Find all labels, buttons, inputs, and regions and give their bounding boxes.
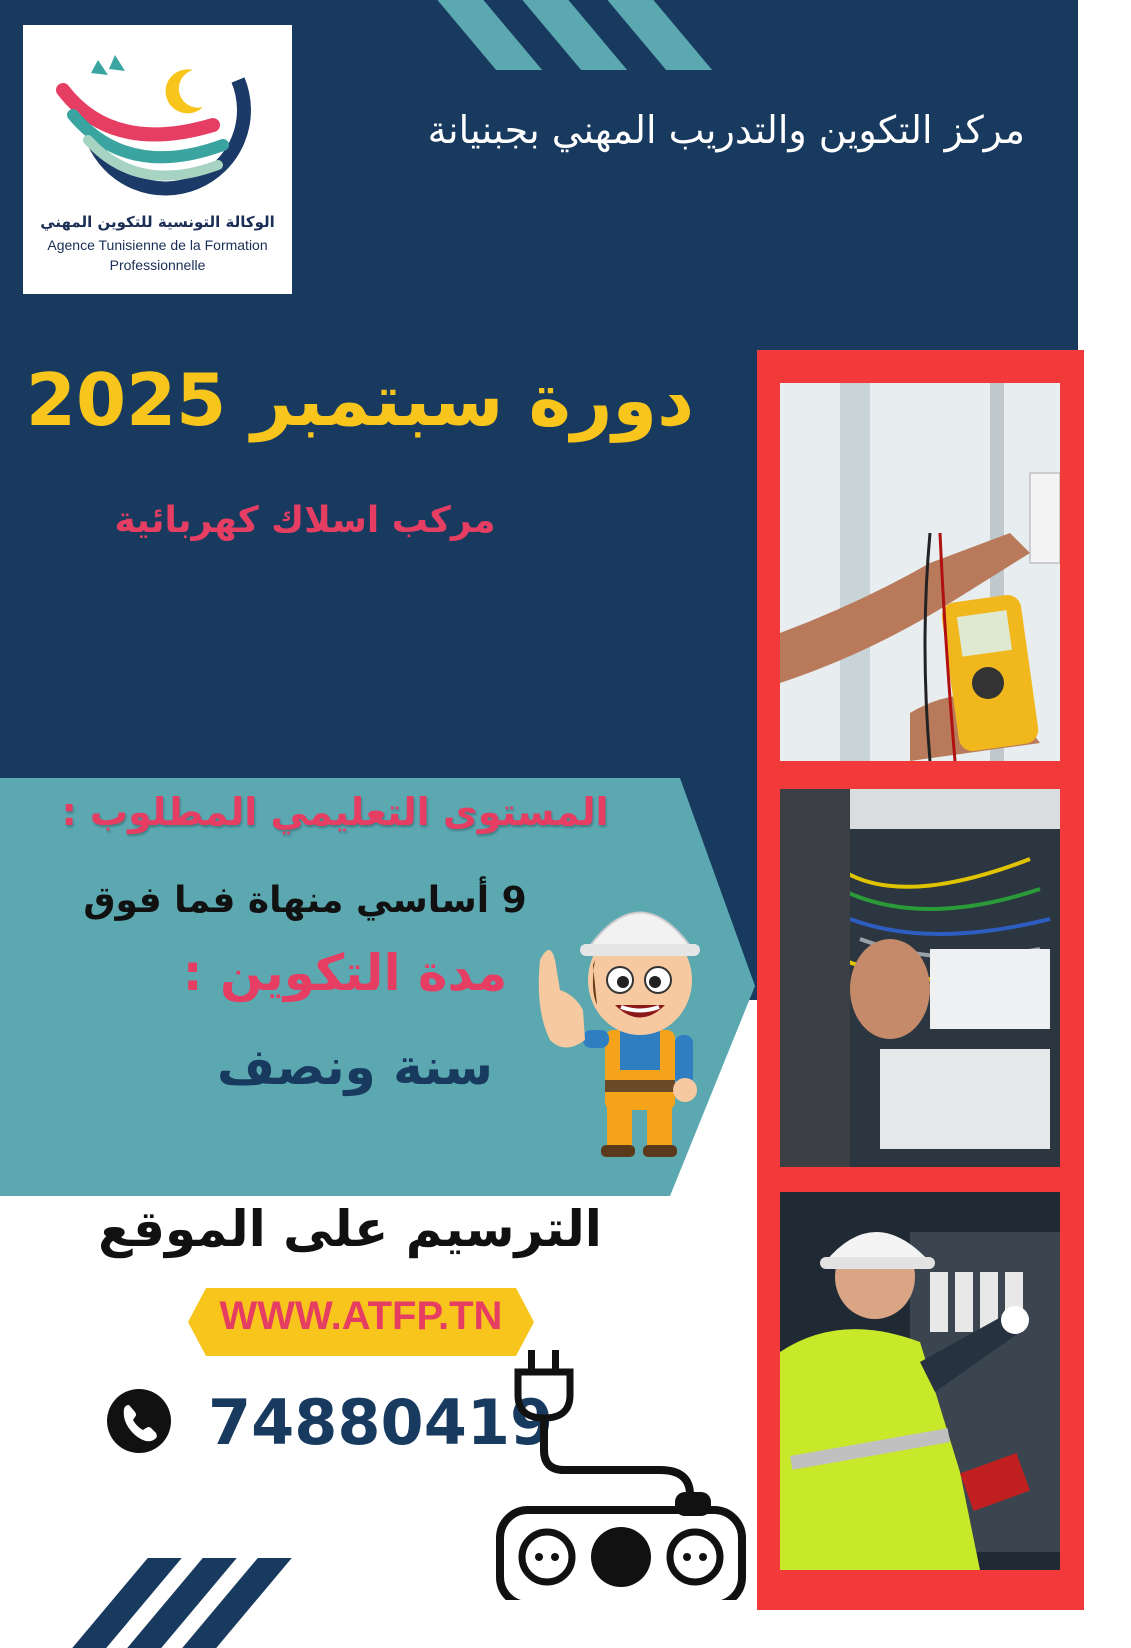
logo-french-name xyxy=(23,235,292,275)
education-level-label: المستوى التعليمي المطلوب : xyxy=(61,790,609,834)
phone-glyph xyxy=(107,1389,171,1453)
registration-label: الترسيم على الموقع xyxy=(98,1200,602,1258)
electrician-hardhat-photo xyxy=(780,1192,1060,1570)
training-duration-label: مدة التكوين : xyxy=(182,944,508,1002)
session-year: 2025 xyxy=(25,358,227,442)
atfp-logo xyxy=(23,25,292,294)
session-title xyxy=(20,358,700,442)
session-word: دورة سبتمبر xyxy=(251,358,695,442)
logo-french-line2: Professionnelle xyxy=(109,257,206,273)
phone-number[interactable]: 74880419 xyxy=(208,1386,554,1459)
training-duration-value: سنة ونصف xyxy=(217,1038,493,1096)
education-level-value: 9 أساسي منهاة فما فوق xyxy=(83,880,527,921)
worker-mascot xyxy=(535,880,725,1160)
specialty-title: مركب اسلاك كهربائية xyxy=(114,500,496,541)
logo-arabic-name: الوكالة التونسية للتكوين المهني xyxy=(40,213,275,231)
power-strip-icon xyxy=(495,1490,747,1600)
center-name: مركز التكوين والتدريب المهني بجبنيانة xyxy=(427,108,1025,152)
phone-icon xyxy=(107,1389,171,1453)
logo-french-line1: Agence Tunisienne de la Formation xyxy=(47,237,268,253)
logo-emblem xyxy=(53,45,263,215)
electrical-panel-wiring-photo xyxy=(780,789,1060,1167)
electrician-multimeter-photo xyxy=(780,383,1060,761)
website-link[interactable]: WWW.ATFP.TN xyxy=(219,1294,503,1338)
